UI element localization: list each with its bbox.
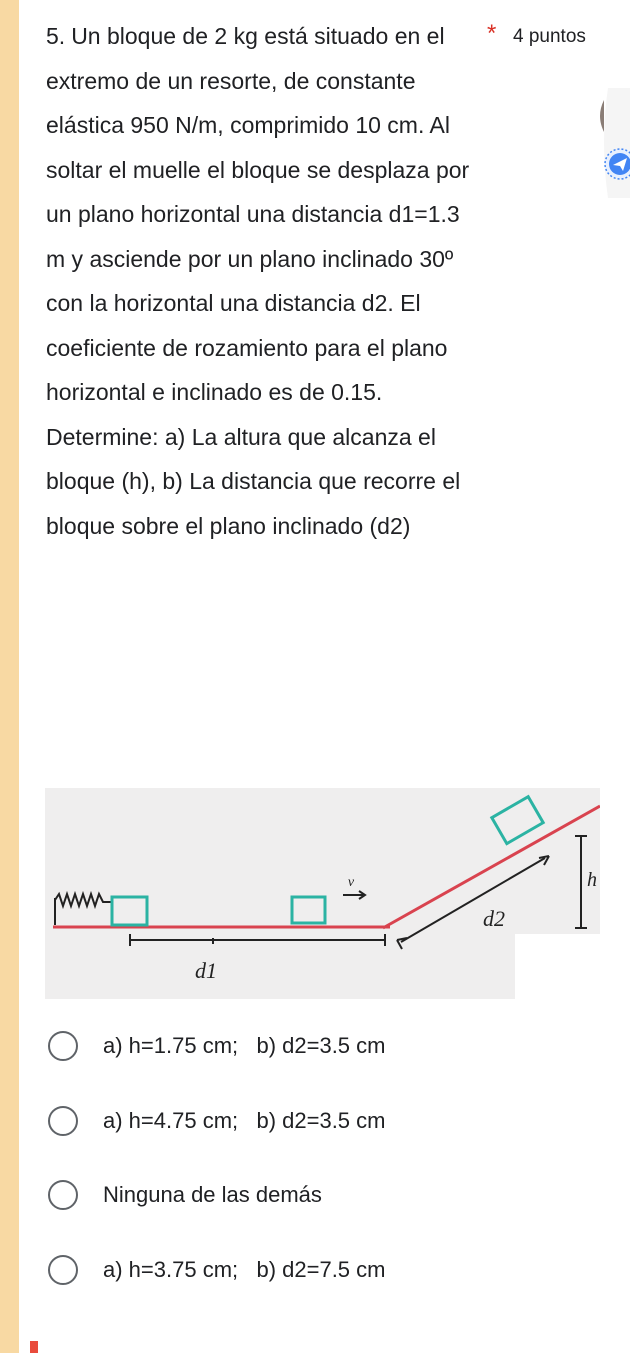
question-title — [46, 14, 476, 548]
spring — [55, 894, 111, 925]
required-star: * — [487, 20, 497, 47]
option-1[interactable] — [48, 1026, 588, 1066]
option-2[interactable] — [48, 1101, 588, 1141]
d1-label: d1 — [195, 958, 217, 983]
block-incline — [492, 797, 543, 844]
scroll-marker — [30, 1341, 38, 1353]
block-moving — [292, 897, 325, 923]
option-label: a) h=4.75 cm; b) d2=3.5 cm — [103, 1108, 386, 1133]
question-number: 5. — [46, 23, 66, 49]
velocity-arrow — [343, 891, 365, 899]
velocity-label: v — [347, 875, 355, 890]
option-4[interactable] — [48, 1250, 588, 1290]
form-accent-bar — [0, 0, 19, 1353]
h-label: h — [587, 869, 597, 891]
radio-button[interactable] — [48, 1180, 78, 1210]
d2-label: d2 — [483, 906, 505, 931]
points-label: 4 puntos — [513, 26, 586, 47]
option-label: a) h=1.75 cm; b) d2=3.5 cm — [103, 1033, 386, 1058]
h-dimension — [575, 836, 587, 928]
option-label: a) h=3.75 cm; b) d2=7.5 cm — [103, 1257, 386, 1282]
option-label: Ninguna de las demás — [103, 1182, 322, 1207]
block-start — [112, 897, 147, 925]
radio-button[interactable] — [48, 1031, 78, 1061]
user-avatar-icon[interactable] — [600, 100, 604, 132]
physics-diagram — [45, 788, 600, 999]
radio-button[interactable] — [48, 1106, 78, 1136]
d1-dimension — [130, 934, 385, 946]
floating-toolbar — [578, 88, 630, 198]
option-3[interactable] — [48, 1175, 588, 1215]
radio-button[interactable] — [48, 1255, 78, 1285]
question-text: Un bloque de 2 kg está situado en el extremo de un resorte, de constante elástica 950 N/m, comprimido 10 cm. Al soltar el muelle el bloque se desplaza por un plano horizontal una distancia d1=1.3 m y asciende por un plano inclinado 30º con la horizontal una distancia d2. El coeficiente de rozamiento para el plano horizontal e inclinado es de 0.15. Determine: a) La altura que alcanza el bloque (h), b) La distancia que recorre el bloque sobre el plano inclinado (d2) — [46, 23, 470, 539]
